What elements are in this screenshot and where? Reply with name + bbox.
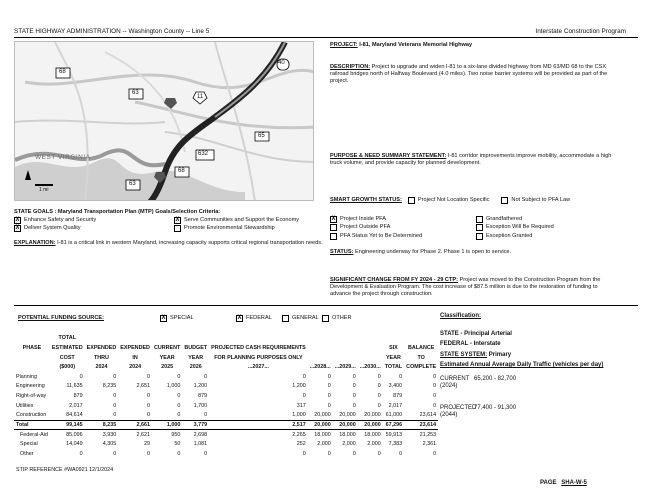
table-cell: 0 (177, 392, 181, 399)
table-cell: Federal-Aid (14, 430, 50, 440)
table-cell (333, 344, 358, 354)
table-cell (333, 334, 358, 344)
table-cell: 0 (352, 392, 356, 399)
table-cell: 0 (113, 402, 117, 409)
map-scale-label: 1 mi (39, 187, 49, 193)
goal-label-3: Deliver System Quality (24, 225, 81, 232)
class-federal (440, 341, 630, 349)
table-cell: 14,049 (66, 440, 83, 447)
table-cell: 0 (113, 392, 117, 399)
significant-change-text: Project was moved to the Construction Program from the Development & Evaluation Program. The cost increase of $87.5 million is due to the restoration of funding to advance the project through construction. (330, 277, 601, 297)
route-shield-632: 632 (198, 151, 209, 157)
table-cell: 99,145 (50, 420, 85, 430)
table-cell: Utilities (16, 402, 34, 409)
table-cell: 2,661 (118, 420, 152, 430)
table-cell (209, 334, 308, 344)
exception-item (476, 224, 626, 233)
table-cell: 0 (177, 373, 181, 380)
smart-growth-right (476, 215, 626, 241)
funding-source-row (18, 315, 438, 322)
table-cell: 0 (204, 411, 208, 418)
table-cell: 61,000 (385, 411, 403, 418)
funding-option-special: SPECIAL (170, 315, 194, 321)
table-cell: 252 (296, 440, 306, 447)
table-cell: 0 (352, 383, 356, 390)
table-cell: 20,000 (314, 411, 331, 418)
table-cell: 0 (177, 450, 181, 457)
table-cell: 2026 (189, 364, 202, 371)
table-cell (383, 334, 404, 344)
exception-label-3: Exception Granted (486, 232, 533, 239)
route-shield-11: 11 (197, 94, 204, 100)
goal-item (174, 225, 275, 232)
route-shield-63b: 63 (129, 181, 136, 187)
table-cell: 0 (352, 450, 356, 457)
table-cell: 0 (377, 402, 381, 409)
table-cell: 0 (352, 402, 356, 409)
table-cell: 67,296 (383, 420, 404, 430)
table-cell: 2,621 (118, 430, 152, 440)
table-cell (333, 353, 358, 363)
table-header-row (14, 344, 438, 354)
table-cell: 2,698 (182, 430, 209, 440)
map-state-label: WEST VIRGINIA (35, 154, 91, 161)
table-cell: 18,000 (308, 430, 333, 440)
table-cell: 0 (79, 450, 83, 457)
smart-growth-option-1: Project Not Location Specific (417, 197, 490, 203)
project-label: PROJECT: (330, 42, 358, 48)
project-line (330, 42, 630, 49)
table-cell: 2,000 (342, 440, 356, 447)
table-cell: SIX (389, 345, 398, 352)
goal-checkbox-3[interactable]: X (15, 225, 20, 232)
table-cell: 2,265 (209, 430, 308, 440)
goal-label-2: Serve Communities and Support the Economy (184, 216, 300, 223)
table-cell (152, 334, 182, 344)
table-cell: EXPENDED (120, 345, 150, 352)
pfa-item (330, 215, 480, 224)
funding-checkbox-federal[interactable]: X (237, 315, 242, 321)
class-state-label: STATE - (440, 330, 463, 337)
table-cell: YEAR (385, 354, 401, 361)
table-header-row (14, 334, 438, 344)
table-cell: IN (132, 354, 138, 361)
table-cell: ...2028... (309, 364, 331, 371)
pfa-checkbox-3[interactable] (330, 233, 337, 240)
table-cell: 0 (302, 373, 306, 380)
funding-option-federal: FEDERAL (246, 315, 272, 321)
status-block (330, 249, 630, 256)
table-cell: 8,235 (85, 420, 119, 430)
funding-table (14, 334, 438, 459)
table-cell: 20,000 (364, 411, 381, 418)
table-cell: Engineering (16, 383, 45, 390)
table-cell: 0 (327, 383, 331, 390)
route-shield-68: 68 (59, 69, 66, 75)
table-cell: 21,253 (404, 430, 438, 440)
table-cell: 0 (377, 450, 381, 457)
table-cell: 1,081 (193, 440, 208, 447)
map-graphic (15, 42, 314, 201)
table-cell: 0 (327, 450, 331, 457)
route-shield-68b: 68 (178, 168, 185, 174)
table-cell: Right-of-way (16, 392, 47, 399)
table-cell (358, 334, 383, 344)
table-cell: 23,614 (404, 420, 438, 430)
table-cell: COST (59, 354, 75, 361)
purpose-label: PURPOSE & NEED SUMMARY STATEMENT: (330, 153, 447, 159)
funding-source-label: POTENTIAL FUNDING SOURCE: (18, 315, 104, 321)
table-cell: 50 (174, 440, 181, 447)
smart-growth-left (330, 215, 480, 241)
table-cell: 0 (399, 450, 403, 457)
exception-label-2: Exception Will Be Required (486, 224, 554, 231)
pfa-label-1: Project Inside PFA (340, 215, 387, 222)
table-row (14, 411, 438, 421)
class-federal-label: FEDERAL - (440, 341, 472, 347)
description-label: DESCRIPTION: (330, 64, 371, 70)
exception-item (476, 232, 626, 241)
table-cell: ...2029... (334, 364, 356, 371)
class-state (440, 331, 630, 339)
table-cell: 0 (113, 450, 117, 457)
exception-item (476, 215, 626, 224)
table-row (14, 401, 438, 411)
table-cell: Other (20, 450, 34, 457)
table-cell: 1,200 (193, 383, 208, 390)
table-fund-row (14, 449, 438, 459)
table-cell: 950 (152, 430, 182, 440)
table-cell: 2025 (161, 364, 174, 371)
table-cell (358, 344, 383, 354)
table-cell: CURRENT (153, 345, 181, 352)
significant-change-block (330, 277, 620, 298)
table-cell: YEAR (188, 354, 204, 361)
goal-item (14, 217, 174, 224)
aadt-current-value: 65,200 - 82,700 (474, 375, 517, 382)
table-cell: 0 (146, 402, 150, 409)
table-cell: 1,200 (292, 383, 306, 390)
table-cell: 1,700 (193, 402, 208, 409)
table-cell: 20,000 (333, 420, 358, 430)
table-cell: 7,383 (388, 440, 403, 447)
header-program: Interstate Construction Program (535, 28, 626, 35)
table-row (14, 382, 438, 392)
table-header-row (14, 353, 438, 363)
table-cell: 2,651 (136, 383, 150, 390)
goal-item (174, 217, 299, 224)
page-value: SHA-W-5 (561, 480, 587, 486)
table-cell: COMPLETE (406, 364, 437, 371)
table-cell: 0 (177, 402, 181, 409)
explanation-text: I-81 is a critical link in western Maryland, increasing capacity supports critical regional transportation needs. (57, 240, 323, 246)
route-shield-65: 65 (258, 133, 265, 139)
goal-item (14, 225, 174, 232)
exception-checkbox-1[interactable] (476, 216, 483, 223)
class-system-value: Primary (488, 351, 512, 358)
table-cell (308, 334, 333, 344)
table-cell: 0 (327, 373, 331, 380)
smart-growth-checkbox-2[interactable] (501, 197, 508, 204)
table-cell: 0 (113, 411, 117, 418)
table-cell: 1,000 (166, 383, 181, 390)
table-cell: 1,000 (292, 411, 306, 418)
aadt-current (440, 376, 630, 391)
table-cell: Total (14, 420, 50, 430)
goal-checkbox-4[interactable] (174, 225, 181, 232)
route-shield-40: 40 (278, 60, 285, 66)
table-cell: 0 (302, 450, 306, 457)
pfa-item (330, 232, 480, 241)
funding-checkbox-general[interactable] (282, 315, 289, 322)
table-cell: 879 (73, 392, 83, 399)
table-cell: Planning (16, 373, 37, 380)
route-shield-63: 63 (132, 90, 139, 96)
table-cell: 879 (393, 392, 403, 399)
table-cell: 3,930 (85, 430, 119, 440)
aadt-current-label: CURRENT (2024) (440, 375, 470, 389)
table-cell: PROJECTED CASH REQUIREMENTS (211, 345, 306, 352)
funding-checkbox-other[interactable] (322, 315, 329, 322)
table-cell: BUDGET (184, 345, 208, 352)
purpose-text: I-81 corridor improvements improve mobility, accommodate a high truck volume, and provide capacity for planned development. (330, 153, 612, 166)
goal-checkbox-2[interactable]: X (175, 216, 180, 223)
table-cell: 3,779 (182, 420, 209, 430)
page-header (14, 28, 638, 36)
table-cell: 2,000 (317, 440, 331, 447)
table-cell: Construction (16, 411, 47, 418)
table-cell: 4,305 (102, 440, 117, 447)
table-cell: 0 (433, 392, 437, 399)
table-cell: ESTIMATED (51, 345, 83, 352)
explanation-block (14, 240, 324, 247)
table-cell: 8,235 (102, 383, 117, 390)
aadt-projected (440, 405, 630, 420)
description-text: Project to upgrade and widen I-81 to a six-lane divided highway from MD 63/MD 68 to the CSX railroad bridges north of Halfway Boulevard (4.0 miles). Two noise barrier systems will be provided as part of the project. (330, 64, 608, 84)
table-cell: 2024 (129, 364, 142, 371)
table-cell: 20,000 (358, 420, 383, 430)
table-cell: 0 (177, 411, 181, 418)
description-block (330, 64, 614, 85)
smart-growth-checkbox-1[interactable] (408, 197, 415, 204)
goal-checkbox-1[interactable]: X (15, 216, 20, 223)
table-cell: 84,614 (66, 411, 83, 418)
pfa-checkbox-1[interactable]: X (331, 215, 336, 222)
table-cell: 317 (296, 402, 306, 409)
table-cell: BALANCE (407, 345, 435, 352)
table-cell: 879 (198, 392, 208, 399)
funding-option-general: GENERAL (292, 315, 319, 321)
funding-option-other: OTHER (332, 315, 352, 321)
page-label: PAGE (540, 480, 557, 486)
pfa-checkbox-2[interactable] (330, 224, 337, 231)
significant-change-label: SIGNIFICANT CHANGE FROM FY 2024 - 29 CTP: (330, 277, 458, 283)
table-cell (14, 334, 50, 344)
section-rule (14, 305, 638, 306)
table-cell: 0 (204, 373, 208, 380)
table-cell: 18,000 (333, 430, 358, 440)
aadt-projected-value: 77,400 - 91,300 (474, 404, 517, 411)
table-fund-row (14, 440, 438, 450)
table-cell: 0 (146, 450, 150, 457)
table-cell: 0 (377, 383, 381, 390)
table-cell (404, 334, 438, 344)
stip-reference: STIP REFERENCE #WA0921 12/1/2024 (16, 467, 114, 473)
table-cell: Special (20, 440, 38, 447)
table-cell (308, 344, 333, 354)
table-header-row (14, 363, 438, 373)
table-cell: 18,000 (358, 430, 383, 440)
table-fund-row (14, 430, 438, 440)
goal-label-4: Promote Environmental Stewardship (184, 225, 275, 232)
smart-growth-header (330, 197, 630, 204)
table-cell: ...2027... (247, 364, 269, 371)
purpose-block (330, 153, 614, 167)
table-cell: FOR PLANNING PURPOSES ONLY (214, 354, 303, 361)
table-cell: 20,000 (308, 420, 333, 430)
header-title: STATE HIGHWAY ADMINISTRATION -- Washington County -- Line 5 (14, 28, 210, 35)
goal-label-1: Enhance Safety and Security (24, 216, 97, 223)
table-cell: PHASE (22, 345, 42, 352)
table-cell: 20,000 (339, 411, 356, 418)
class-system (440, 352, 630, 360)
table-cell: 0 (433, 450, 437, 457)
table-cell: 2,017 (69, 402, 83, 409)
table-row (14, 392, 438, 402)
table-cell: 0 (327, 392, 331, 399)
table-cell: 2024 (95, 364, 108, 371)
class-state-value: Principal Arterial (464, 330, 512, 337)
table-cell: 0 (113, 373, 117, 380)
table-cell: TO (417, 354, 425, 361)
table-cell: TOTAL (384, 364, 403, 371)
table-cell: ($000) (59, 364, 76, 371)
project-value: I-81, Maryland Veterans Memorial Highway (359, 42, 473, 48)
table-cell (182, 334, 209, 344)
status-text: Engineering underway for Phase 2. Phase 1 is open to service. (354, 249, 512, 255)
aadt-projected-label: PROJECTED (2044) (440, 404, 477, 418)
table-cell: 0 (146, 411, 150, 418)
class-system-label: STATE SYSTEM: (440, 351, 488, 358)
table-cell: 2,000 (367, 440, 381, 447)
table-total-row (14, 420, 438, 430)
table-cell: 0 (146, 392, 150, 399)
table-row (14, 372, 438, 382)
table-cell: 0 (377, 392, 381, 399)
table-cell: 0 (204, 450, 208, 457)
header-rule (14, 37, 638, 38)
table-cell (118, 334, 152, 344)
table-cell (308, 353, 333, 363)
table-cell: 85,096 (50, 430, 85, 440)
aadt-label: Estimated Annual Average Daily Traffic (vehicles per day) (440, 362, 604, 368)
exception-label-1: Grandfathered (486, 215, 523, 222)
table-cell (358, 353, 383, 363)
page-number (540, 480, 590, 488)
table-cell: 2,017 (388, 402, 403, 409)
explanation-label: EXPLANATION: (14, 240, 56, 246)
table-cell: 0 (433, 402, 437, 409)
table-cell: ...2030... (359, 364, 381, 371)
exception-checkbox-3[interactable] (476, 233, 483, 240)
table-cell: THRU (93, 354, 109, 361)
state-goals-grid (14, 216, 324, 233)
status-label: STATUS: (330, 249, 354, 255)
classification-panel (440, 313, 630, 420)
table-cell (14, 363, 50, 373)
table-cell: 59,913 (383, 430, 404, 440)
table-cell: 29 (143, 440, 150, 447)
table-cell: 0 (327, 402, 331, 409)
table-cell: YEAR (159, 354, 175, 361)
smart-growth-label: SMART GROWTH STATUS: (330, 197, 402, 203)
pfa-item (330, 224, 480, 233)
table-cell: 1,000 (152, 420, 182, 430)
table-cell: 11,635 (66, 383, 83, 390)
table-cell: 0 (352, 373, 356, 380)
table-cell: 23,614 (419, 411, 437, 418)
class-federal-value: Interstate (473, 341, 501, 347)
table-cell: 0 (433, 383, 437, 390)
table-cell: 0 (79, 373, 83, 380)
pfa-label-3: PFA Status Yet to Be Determined (340, 232, 423, 239)
table-cell: 0 (146, 373, 150, 380)
exception-checkbox-2[interactable] (476, 224, 483, 231)
smart-growth-option-2: Not Subject to PFA Law (511, 197, 571, 203)
table-cell (14, 353, 50, 363)
funding-checkbox-special[interactable]: X (161, 315, 166, 321)
state-goals-label: STATE GOALS : Maryland Transportation Plan (MTP) Goals/Selection Criteria: (14, 209, 221, 215)
table-cell: 0 (377, 373, 381, 380)
table-cell: 3,400 (388, 383, 403, 390)
table-cell: 2,517 (209, 420, 308, 430)
table-cell: EXPENDED (86, 345, 117, 352)
table-cell: 0 (433, 373, 437, 380)
project-map (14, 41, 314, 201)
pfa-label-2: Project Outside PFA (340, 224, 391, 231)
table-cell (85, 334, 119, 344)
classification-label: Classification: (440, 313, 482, 319)
table-cell: TOTAL (58, 335, 76, 342)
table-cell: 0 (302, 392, 306, 399)
table-cell: 0 (399, 373, 403, 380)
table-cell: 2,361 (422, 440, 437, 447)
